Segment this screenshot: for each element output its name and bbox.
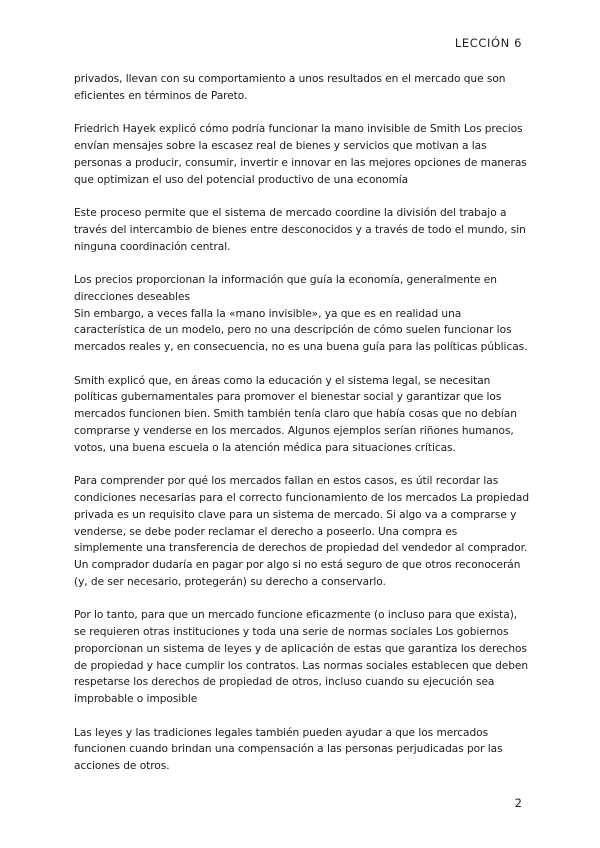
lesson-header: LECCIÓN 6	[454, 36, 522, 50]
paragraph-institutions: Por lo tanto, para que un mercado funcione eficazmente (o incluso para que exista), se requieren otras instituciones y toda una serie de normas sociales Los gobiernos proporcionan un sistema de leyes y de aplicación de estas que garantiza los derechos de propiedad y hace cumplir los contratos. Las normas sociales establecen que deben respetarse los derechos de propiedad de otros, incluso cuando su ejecución sea improbable o imposible	[74, 609, 529, 706]
document-body	[74, 71, 529, 792]
paragraph-invisible-hand: Sin embargo, a veces falla la «mano invisible», ya que es en realidad una característica de un modelo, pero no una descripción de cómo suelen funcionar los mercados reales y, en consecuencia, no es una buena guía para las políticas públicas.	[74, 307, 528, 354]
paragraph-pareto: privados, llevan con su comportamiento a unos resultados en el mercado que son eficientes en términos de Pareto.	[74, 73, 506, 102]
paragraph-prices: Los precios proporcionan la información que guía la economía, generalmente en direcciones deseables	[74, 273, 497, 303]
paragraph-laws: Las leyes y las tradiciones legales también pueden ayudar a que los mercados funcionen cuando brindan una compensación a las personas perjudicadas por las acciones de otros.	[74, 726, 503, 773]
paragraph-hayek: Friedrich Hayek explicó cómo podría funcionar la mano invisible de Smith Los precios envían mensajes sobre la escasez real de bienes y servicios que motivan a las personas a producir, consumir, invertir e innovar en las mejores opciones de maneras que optimizan el uso del potencial productivo de una economía	[74, 123, 527, 186]
paragraph-smith-policies: Smith explicó que, en áreas como la educación y el sistema legal, se necesitan políticas gubernamentales para promover el bienestar social y garantizar que los mercados funcionen bien. Smith también tenía claro que había cosas que no debían comprarse y venderse en los mercados. Algunos ejemplos serían riñones humanos, votos, una buena escuela o la atención médica para situaciones críticas.	[74, 374, 517, 454]
paragraph-property: Para comprender por qué los mercados fallan en estos casos, es útil recordar las condiciones necesarias para el correcto funcionamiento de los mercados La propiedad privada es un requisito clave para un sistema de mercado. Si algo va a comprarse y venderse, se debe poder reclamar el derecho a poseerlo. Una compra es simplemente una transferencia de derechos de propiedad del vendedor al comprador. Un comprador dudaría en pagar por algo si no está seguro de que otros reconocerán (y, de ser necesario, protegerán) su derecho a conservarlo.	[74, 475, 529, 588]
paragraph-coordination: Este proceso permite que el sistema de mercado coordine la división del trabajo a través del intercambio de bienes entre desconocidos y a través de todo el mundo, sin ninguna coordinación central.	[74, 206, 526, 253]
page-number: 2	[514, 796, 522, 810]
